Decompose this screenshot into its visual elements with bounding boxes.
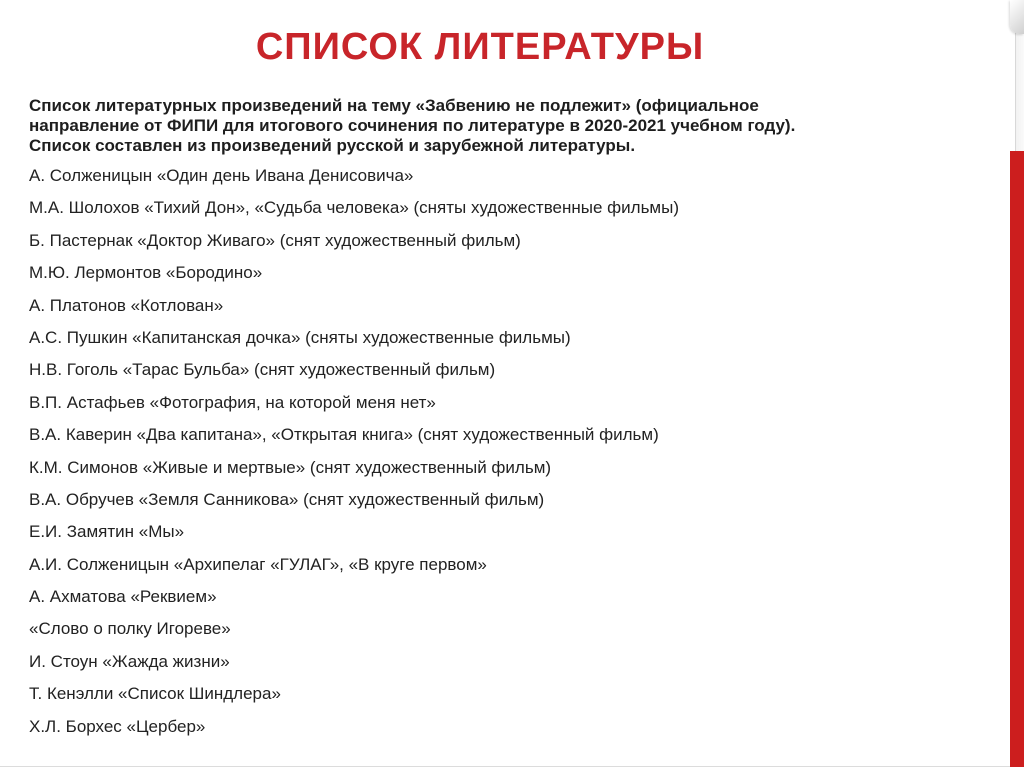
list-item: Б. Пастернак «Доктор Живаго» (снят художественный фильм) (29, 230, 521, 250)
list-item: В.П. Астафьев «Фотография, на которой меня нет» (29, 392, 436, 412)
list-item: К.М. Симонов «Живые и мертвые» (снят художественный фильм) (29, 457, 552, 477)
list-item: Т. Кенэлли «Список Шиндлера» (29, 684, 281, 704)
list-item: Х.Л. Борхес «Цербер» (29, 716, 206, 736)
list-item: А.С. Пушкин «Капитанская дочка» (сняты художественные фильмы) (29, 327, 571, 347)
list-item: М.Ю. Лермонтов «Бородино» (29, 263, 263, 283)
intro-line-3: Список составлен из произведений русской и зарубежной литературы. (29, 136, 636, 155)
list-item: А. Платонов «Котлован» (29, 295, 224, 315)
list-item: А. Ахматова «Реквием» (29, 587, 217, 607)
red-accent-bar (1010, 151, 1024, 767)
list-item: В.А. Каверин «Два капитана», «Открытая книга» (снят художественный фильм) (29, 425, 659, 445)
slide-title: СПИСОК ЛИТЕРАТУРЫ (255, 26, 705, 68)
list-item: А. Солженицын «Один день Ивана Денисовича» (29, 166, 414, 185)
book-list (29, 164, 979, 747)
intro-line-1: Список литературных произведений на тему «Забвению не подлежит» (официальное (29, 96, 759, 115)
intro-line-2: направление от ФИПИ для итогового сочинения по литературе в 2020-2021 учебном году). (29, 116, 796, 135)
page-curl-decoration (1010, 0, 1024, 34)
list-item: И. Стоун «Жажда жизни» (29, 651, 230, 671)
list-item: М.А. Шолохов «Тихий Дон», «Судьба человека» (сняты художественные фильмы) (29, 198, 680, 218)
list-item: Н.В. Гоголь «Тарас Бульба» (снят художественный фильм) (29, 360, 496, 380)
list-item: А.И. Солженицын «Архипелаг «ГУЛАГ», «В круге первом» (29, 554, 487, 574)
list-item: В.А. Обручев «Земля Санникова» (снят художественный фильм) (29, 489, 545, 509)
list-item: «Слово о полку Игореве» (29, 619, 231, 639)
intro-paragraph (29, 96, 959, 156)
list-item: Е.И. Замятин «Мы» (29, 522, 185, 542)
